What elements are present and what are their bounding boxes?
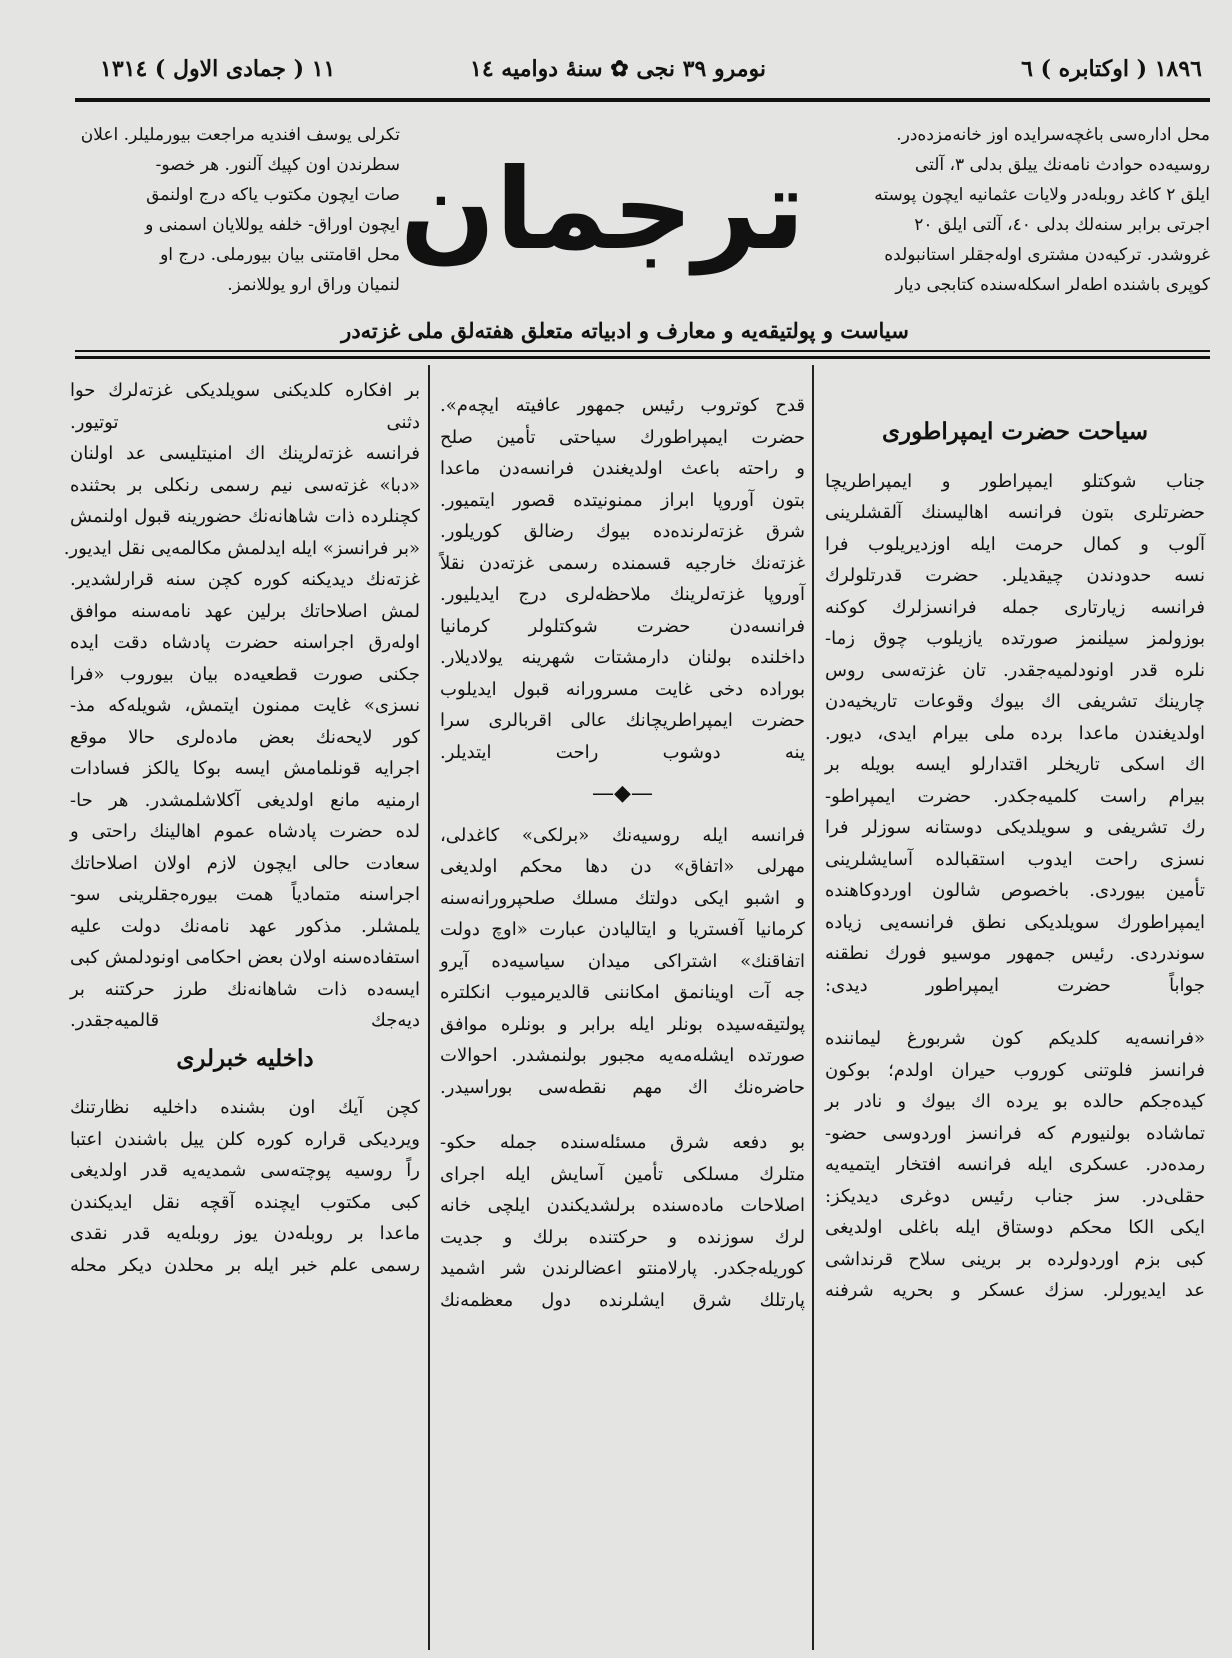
text-line: فرانسز فلوتنى كوروب حيران اولدم؛ بوكون xyxy=(825,1059,1205,1081)
article-title: داخليه خبرلرى xyxy=(176,1044,314,1072)
text-line: لنميان وراق ارو يوللانمز. xyxy=(227,275,400,295)
masthead-rule-bottom xyxy=(75,356,1210,359)
text-line: بوزولمز سيلنمز صورتده يازيلوب چوق زما- xyxy=(825,628,1205,649)
masthead-title: ترجمان xyxy=(399,145,805,275)
issue-number: نومرو ٣٩ نجى ✿ سنهٔ دواميه ١٤ xyxy=(470,56,766,82)
masthead-rule-top xyxy=(75,350,1210,352)
text-line: اك اسكى تاريخلر اقتدارلو ايسه بويله بر xyxy=(825,754,1205,775)
text-line: غزته‌نك خارجيه قسمنده رسمى غزته‌دن نقلاً xyxy=(440,552,805,574)
text-line: جواباً حضرت ايمپراطور ديدى: xyxy=(825,974,1205,996)
text-line: حاضره‌نك اك مهم نقطه‌سى بوراسيدر. xyxy=(440,1076,805,1098)
hijri-date: ١١ ( جمادى الاول ) ١٣١٤ xyxy=(100,56,336,82)
text-line: عد ايديورلر. سزك عسكر و بحريه شرفنه xyxy=(825,1280,1205,1301)
text-line: محل اقامتنى بيان بيورملى. درج او xyxy=(160,245,400,265)
text-line: رمده‌در. عسكرى ايله فرانسه افتخار ايتميه‌يه xyxy=(825,1154,1205,1175)
text-line: و راحته باعث اولديغندن فرانسه‌دن ماعدا xyxy=(440,458,805,479)
text-line: اصلاحات ماده‌سنده برلشديكندن ايلچى خانه xyxy=(440,1195,805,1216)
text-line: غروشدر. تركيه‌دن مشترى اوله‌جقلر استانبولده xyxy=(884,245,1210,265)
text-line: رك تشريفى و سويلديكى دوستانه سوزلر فرا xyxy=(825,817,1205,838)
text-line: داخلنده بولنان دارمشتات شهرينه يولاديلار. xyxy=(440,647,805,668)
subscription-info xyxy=(850,120,1210,300)
text-line: بيرام راست كلميه‌جكدر. حضرت ايمپراطو- xyxy=(825,785,1205,807)
text-line: محل ادارەسى باغچه‌سرايده اوز خانه‌مزده‌در. xyxy=(896,125,1210,145)
text-line: غزته‌نك ديديكنه كوره كچن سنه قرارلشدير. xyxy=(70,569,420,590)
text-line: لمش اصلاحاتك برلين عهد نامه‌سنه موافق xyxy=(70,600,420,622)
text-line: يلمشلر. مذكور عهد نامه‌نك دولت عليه xyxy=(70,915,420,937)
text-line: حقلى‌در. سز جناب رئيس دوغرى ديديكز: xyxy=(825,1185,1205,1207)
text-line: حضرتلرى بتون فرانسه اهاليسنك آلقشلرينى xyxy=(825,502,1205,523)
text-line: فرانسه‌دن حضرت شوكتلولر كرمانيا xyxy=(440,615,805,637)
text-line: بتون آوروپا ابراز ممنونيتده قصور ايتميور. xyxy=(440,489,805,511)
advertising-info xyxy=(55,120,400,300)
text-line: اولديغندن ماعدا برده ملى بيرام ايدى، ديور. xyxy=(825,722,1205,744)
column-divider xyxy=(812,365,814,1650)
text-line: كبى بزم اوردولرده بر برينى سلاح قرنداشى xyxy=(825,1248,1205,1270)
text-line: تأمين بيوردى. باخصوص شالون اوردوكاهنده xyxy=(825,880,1205,901)
column-divider xyxy=(428,365,430,1650)
text-line: ايمپراطورك سويلديكى نطق فرانسه‌يى زياده xyxy=(825,911,1205,933)
article-title: سياحت حضرت ايمپراطورى xyxy=(882,418,1148,445)
text-line: آلوب و كمال حرمت ايله اوزديريلوب فرا xyxy=(825,533,1205,555)
text-line: صات ايچون مكتوب ياكه درج اولنمق xyxy=(146,185,400,205)
text-line: ايچون اوراق- خلفه يوللايان اسمنى و xyxy=(145,215,400,235)
text-line: نسه حدودندن چيقديلر. حضرت قدرتلولرك xyxy=(825,565,1205,586)
text-line: ديه‌جك قالميه‌جقدر. xyxy=(70,1010,420,1031)
masthead-subtitle: سياست و پولتيقه‌يه و معارف و ادبياته متعلق هفته‌لق ملى غزته‌در xyxy=(341,318,909,343)
text-line: ويرديكى قراره كوره كلن ييل باشندن اعتبا xyxy=(70,1128,420,1150)
header-rule xyxy=(75,98,1210,102)
text-line: «دبا» غزته‌سى نيم رسمى رنكلى بر بحثنده xyxy=(70,474,420,496)
text-line: اتفاقنك» اشتراكى ميدان سياسيه‌ده آيرو xyxy=(440,950,805,972)
text-line: فرانسه ايله روسيه‌نك «برلكى» كاغدلى، xyxy=(440,824,805,846)
text-line: اجرتى برابر سنه‌لك بدلى ٤٠، آلتى ايلق ٢٠ xyxy=(914,215,1210,235)
text-line: جكنى صورت قطعيه‌ده بيان بيوروب «فرا xyxy=(70,663,420,685)
text-line: پارتلك شرق ايشلرنده دول معظمه‌نك xyxy=(440,1289,805,1311)
text-line: لده حضرت پادشاه عموم اهالينك راحتى و xyxy=(70,821,420,842)
gregorian-date: ١٨٩٦ ( اوكتابره ) ٦ xyxy=(1021,56,1202,82)
column-right xyxy=(825,410,1205,1307)
text-line: كيده‌جكم حالده بو يرده اك بيوك و نادر بر xyxy=(825,1091,1205,1112)
text-line: سطرندن اون كپيك آلنور. هر خصو- xyxy=(155,155,400,175)
text-line: آوروپا غزته‌لرينك ملاحظه‌لرى درج ايديليور. xyxy=(440,584,805,605)
text-line: كور لايحه‌نك بعض ماده‌لرى حالا موقع xyxy=(70,726,420,748)
text-line: سعادت حالى ايچون لازم اولان اصلاحاتك xyxy=(70,852,420,874)
text-line: حضرت ايمپراطريچانك عالى اقربالرى سرا xyxy=(440,710,805,731)
text-line: كچن آيك اون بشنده داخليه نظارتنك xyxy=(70,1097,420,1118)
text-line: متلرك مسلكى تأمين آسايش ايله اجراى xyxy=(440,1163,805,1185)
text-line: روسيه‌ده حوادث نامه‌نك ييلق بدلى ٣، آلتى xyxy=(914,155,1210,175)
text-line: ينه دوشوب راحت ايتديلر. xyxy=(440,741,805,763)
text-line: كبى مكتوب ايچنده آقچه نقل ايديكندن xyxy=(70,1191,420,1213)
text-line: تماشاده بولنيورم كه فرانسز اوردوسى حضو- xyxy=(825,1122,1205,1144)
ornament-divider: —◆— xyxy=(592,781,653,806)
text-line: ارمنيه مانع اولديغى آكلاشلمشدر. هر حا- xyxy=(70,789,420,811)
text-line: بر افكاره كلديكنى سويلديكى غزته‌لرك حوا xyxy=(70,380,420,401)
text-line: ماعدا بر روبله‌دن يوز روبله‌يه قدر نقدى xyxy=(70,1223,420,1244)
text-line: رسمى علم خبر ايله بر محلدن ديكر محله xyxy=(70,1254,420,1276)
column-left xyxy=(63,375,420,1281)
text-line: كچنلرده ذات شاهانه‌نك حضورينه قبول اولنمش xyxy=(70,506,420,527)
text-line: «فرانسه‌يه كلديكم كون شربورغ ليماننده xyxy=(825,1028,1205,1049)
text-line: كرمانيا آفستريا و ايتاليادن عبارت «اوچ دولت xyxy=(440,919,805,940)
text-line: اجرايه قونلمامش ايسه بوكا يالكز فسادات xyxy=(70,758,420,779)
text-line: اوله‌رق اجراسنه حضرت پادشاه دقت ايده‌ xyxy=(70,632,420,653)
column-middle xyxy=(440,390,805,1316)
text-line: بوراده دخى غايت مسرورانه قبول ايديلوب xyxy=(440,678,805,700)
text-line: شرق غزته‌لرنده‌ده بيوك رضالق كوريلور. xyxy=(440,521,805,542)
text-line: جه آت اوينانمق امكاننى قالديرميوب انكلتره xyxy=(440,982,805,1003)
text-line: فرانسه زيارتارى جمله فرانسزلرك كوكنه xyxy=(825,596,1205,618)
text-line: ايسه‌ده ذات شاهانه‌نك طرز حركتنه بر xyxy=(70,978,420,1000)
text-line: لرك سوزنده و حركتنده برلك و جديت xyxy=(440,1226,805,1248)
text-line: چارينك تشريفى اك بيوك وقوعات تاريخيه‌دن xyxy=(825,691,1205,712)
text-line: نلره قدر اونودلميه‌جقدر. تان غزته‌سى روس xyxy=(825,659,1205,681)
text-line: تكرلى يوسف افنديه مراجعت بيورمليلر. اعلان xyxy=(80,125,400,145)
text-line: سوندردى. رئيس جمهور موسيو فورك نطقنه xyxy=(825,943,1205,964)
text-line: و اشبو ايكى دولتك مسلك صلحپرورانه‌سنه xyxy=(440,887,805,909)
text-line: بو دفعه شرق مسئله‌سنده جمله حكو- xyxy=(440,1132,805,1153)
text-line: فرانسه غزته‌لرينك اك امنيتليسى عد اولنان xyxy=(70,443,420,464)
text-line: مهرلى «اتفاق» دن دها محكم اولديغى xyxy=(440,856,805,877)
text-line: صورتده ايشله‌مه‌يه مجبور بولنمشدر. احوالات xyxy=(440,1045,805,1066)
text-line: كوريله‌جكدر. پارلامنتو اعضالرندن شر اشميد xyxy=(440,1258,805,1279)
text-line: ايلق ٢ كاغد روبله‌در ولايات عثمانيه ايچون پوسته xyxy=(874,185,1210,205)
text-line: پولتيقه‌سيده بونلر ايله برابر و بونلره موافق xyxy=(440,1013,805,1035)
text-line: حضرت ايمپراطورك سياحتى تأمين صلح xyxy=(440,426,805,448)
text-line: نسزى راحت ايدوب استقبالده آسايشلرينى xyxy=(825,848,1205,870)
text-line: نسزى» غايت ممنون ايتمش، شويله‌كه مذ- xyxy=(70,695,420,716)
text-line: راً روسيه پوچته‌سى شمديه‌يه قدر اولديغى xyxy=(70,1160,420,1181)
text-line: ايكى الكا محكم دوستاق ايله باغلى اولديغى xyxy=(825,1217,1205,1238)
text-line: قدح كوتروب رئيس جمهور عافيته ايچه‌م». xyxy=(440,395,805,416)
text-line: اجراسنه متمادياً همت بيوره‌جقلرينى سو- xyxy=(70,884,420,905)
text-line: دثنى توتيور. xyxy=(70,411,420,433)
text-line: كوپرى باشنده اطه‌لر اسكله‌سنده كتابجى ديار xyxy=(895,275,1210,295)
text-line: جناب شوكتلو ايمپراطور و ايمپراطريچا xyxy=(825,470,1205,492)
text-line: «بر فرانسز» ايله ايدلمش مكالمه‌يى نقل ايديور. xyxy=(63,537,420,559)
text-line: استفاده‌سنه اولان بعض احكامى اونودلمش كبى xyxy=(70,947,420,968)
